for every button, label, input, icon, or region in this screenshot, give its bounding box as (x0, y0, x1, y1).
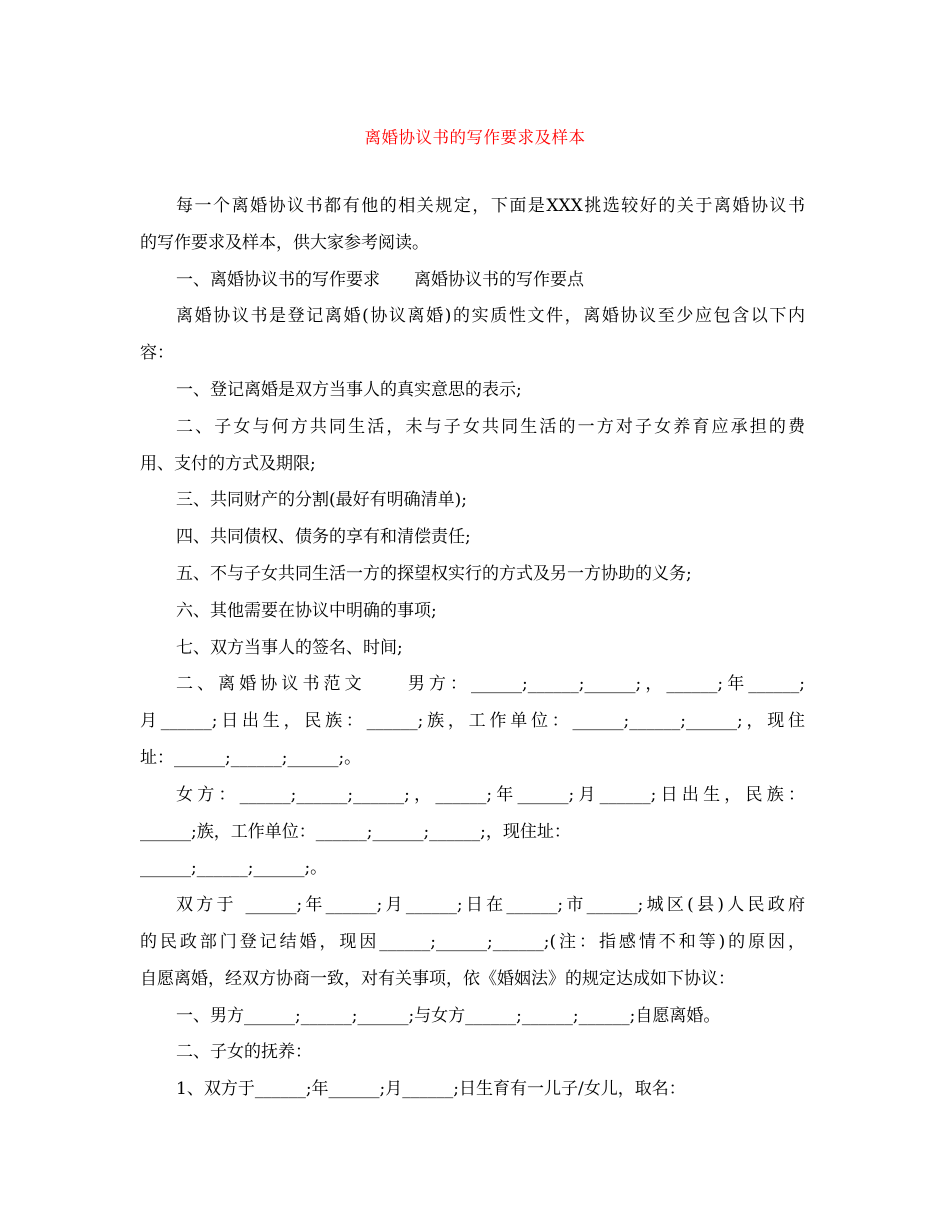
agreement-item-2-heading: 二、子女的抚养： (176, 1042, 312, 1063)
intro-line-2: 的写作要求及样本，供大家参考阅读。 (140, 232, 429, 253)
requirements-intro-line-2: 容： (140, 343, 174, 364)
sample-female-line-2: ______;族，工作单位：______;______;______;，现住址： (140, 821, 571, 842)
requirement-item-5: 五、不与子女共同生活一方的探望权实行的方式及另一方协助的义务; (176, 563, 692, 584)
requirement-item-3: 三、共同财产的分割(最好有明确清单); (176, 490, 467, 511)
sample-female-line-3: ______;______;______;。 (140, 858, 328, 879)
requirement-item-2-line-1: 二、子女与何方共同生活，未与子女共同生活的一方对子女养育应承担的费 (176, 416, 805, 437)
requirements-intro-line-1: 离婚协议书是登记离婚(协议离婚)的实质性文件，离婚协议至少应包含以下内 (176, 306, 805, 327)
intro-line-1: 每一个离婚协议书都有他的相关规定，下面是XXX挑选较好的关于离婚协议书 (176, 196, 805, 216)
marriage-registration-line-1: 双方于 ______;年______;月______;日在______;市______;城区(县)人民政府 (176, 895, 805, 916)
section-heading-requirements: 一、离婚协议书的写作要求 离婚协议书的写作要点 (176, 269, 584, 290)
agreement-item-1: 一、男方______;______;______;与女方______;______;______;自愿离婚。 (176, 1005, 721, 1026)
requirement-item-4: 四、共同债权、债务的享有和清偿责任; (176, 527, 471, 548)
sample-female-line-1: 女方：______;______;______;，______;年______;月______;日出生，民族： (176, 784, 805, 805)
marriage-registration-line-2: 的民政部门登记结婚，现因______;______;______;(注：指感情不和等)的原因， (140, 931, 805, 952)
requirement-item-1: 一、登记离婚是双方当事人的真实意思的表示; (176, 379, 522, 400)
document-body (140, 188, 805, 1108)
document-title: 离婚协议书的写作要求及样本 (364, 128, 586, 147)
requirement-item-7: 七、双方当事人的签名、时间; (176, 637, 403, 658)
requirement-item-6: 六、其他需要在协议中明确的事项; (176, 600, 437, 621)
marriage-registration-line-3: 自愿离婚，经双方协商一致，对有关事项，依《婚姻法》的规定达成如下协议： (140, 968, 735, 989)
requirement-item-2-line-2: 用、支付的方式及期限; (140, 453, 316, 474)
sample-male-line-1: 二、离婚协议书范文 男方：______;______;______;，______;年______; (176, 674, 805, 695)
agreement-child-item-1: 1、双方于______;年______;月______;日生育有一儿子/女儿，取名： (176, 1079, 686, 1100)
sample-male-line-2: 月______;日出生，民族：______;族，工作单位：______;______;______;，现住 (140, 711, 805, 732)
sample-male-line-3: 址：______;______;______;。 (140, 747, 362, 768)
